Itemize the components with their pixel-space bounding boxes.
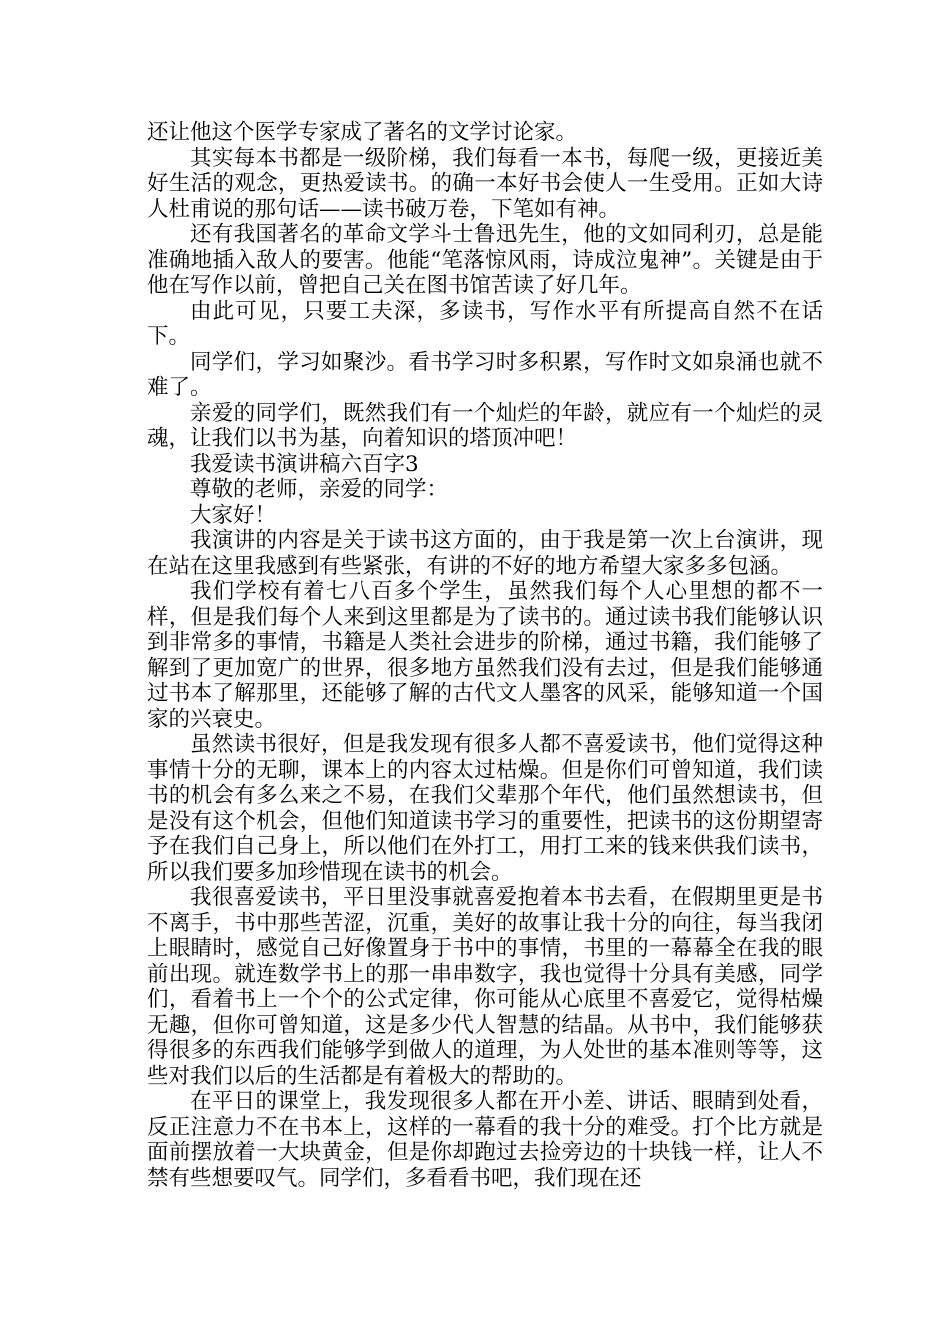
paragraph-4: 由此可见，只要工夫深，多读书，写作水平有所提高自然不在话下。 bbox=[147, 298, 823, 349]
paragraph-3: 还有我国著名的革命文学斗士鲁迅先生，他的文如同利刃，总是能准确地插入敌人的要害。他能“笔落惊风雨，诗成泣鬼神”。关键是由于他在写作以前，曾把自己关在图书馆苦读了好几年。 bbox=[147, 222, 823, 298]
paragraph-12: 虽然读书很好，但是我发现有很多人都不喜爱读书，他们觉得这种事情十分的无聊，课本上的内容太过枯燥。但是你们可曾知道，我们读书的机会有多么来之不易，在我们父辈那个年代，他们虽然想读书，但是没有这个机会，但他们知道读书学习的重要性，把读书的这份期望寄予在我们自己身上，所以他们在外打工，用打工来的钱来供我们读书，所以我们要多加珍惜现在读书的机会。 bbox=[147, 732, 823, 885]
paragraph-5: 同学们，学习如聚沙。看书学习时多积累，写作时文如泉涌也就不难了。 bbox=[147, 349, 823, 400]
paragraph-1: 还让他这个医学专家成了著名的文学讨论家。 bbox=[147, 120, 578, 145]
paragraph-13: 我很喜爱读书，平日里没事就喜爱抱着本书去看，在假期里更是书不离手，书中那些苦涩，沉重，美好的故事让我十分的向往，每当我闭上眼睛时，感觉自己好像置身于书中的事情，书里的一幕幕全在我的眼前出现。就连数学书上的那一串串数字，我也觉得十分具有美感，同学们，看着书上一个个的公式定律，你可能从心底里不喜爱它，觉得枯燥无趣，但你可曾知道，这是多少代人智慧的结晶。从书中，我们能够获得很多的东西我们能够学到做人的道理，为人处世的基本准则等等，这些对我们以后的生活都是有着极大的帮助的。 bbox=[147, 885, 823, 1089]
paragraph-10: 我演讲的内容是关于读书这方面的，由于我是第一次上台演讲，现在站在这里我感到有些紧张，有讲的不好的地方希望大家多多包涵。 bbox=[147, 528, 823, 579]
salutation: 尊敬的老师，亲爱的同学： bbox=[190, 477, 449, 502]
paragraph-11: 我们学校有着七八百多个学生，虽然我们每个人心里想的都不一样，但是我们每个人来到这里都是为了读书的。通过读书我们能够认识到非常多的事情，书籍是人类社会进步的阶梯，通过书籍，我们能够了解到了更加宽广的世界，很多地方虽然我们没有去过，但是我们能够通过书本了解那里，还能够了解的古代文人墨客的风采，能够知道一个国家的兴衰史。 bbox=[147, 579, 823, 732]
paragraph-14: 在平日的课堂上，我发现很多人都在开小差、讲话、眼睛到处看，反正注意力不在书本上，这样的一幕看的我十分的难受。打个比方就是面前摆放着一大块黄金，但是你却跑过去捡旁边的十块钱一样，让人不禁有些想要叹气。同学们，多看看书吧，我们现在还 bbox=[147, 1089, 823, 1191]
paragraph-2: 其实每本书都是一级阶梯，我们每看一本书，每爬一级，更接近美好生活的观念，更热爱读书。的确一本好书会使人一生受用。正如大诗人杜甫说的那句话——读书破万卷，下笔如有神。 bbox=[147, 145, 823, 222]
document-body bbox=[147, 120, 823, 1191]
paragraph-6: 亲爱的同学们，既然我们有一个灿烂的年龄，就应有一个灿烂的灵魂，让我们以书为基，向着知识的塔顶冲吧！ bbox=[147, 400, 823, 451]
greeting: 大家好！ bbox=[190, 502, 277, 528]
section-title: 我爱读书演讲稿六百字3 bbox=[190, 451, 419, 477]
